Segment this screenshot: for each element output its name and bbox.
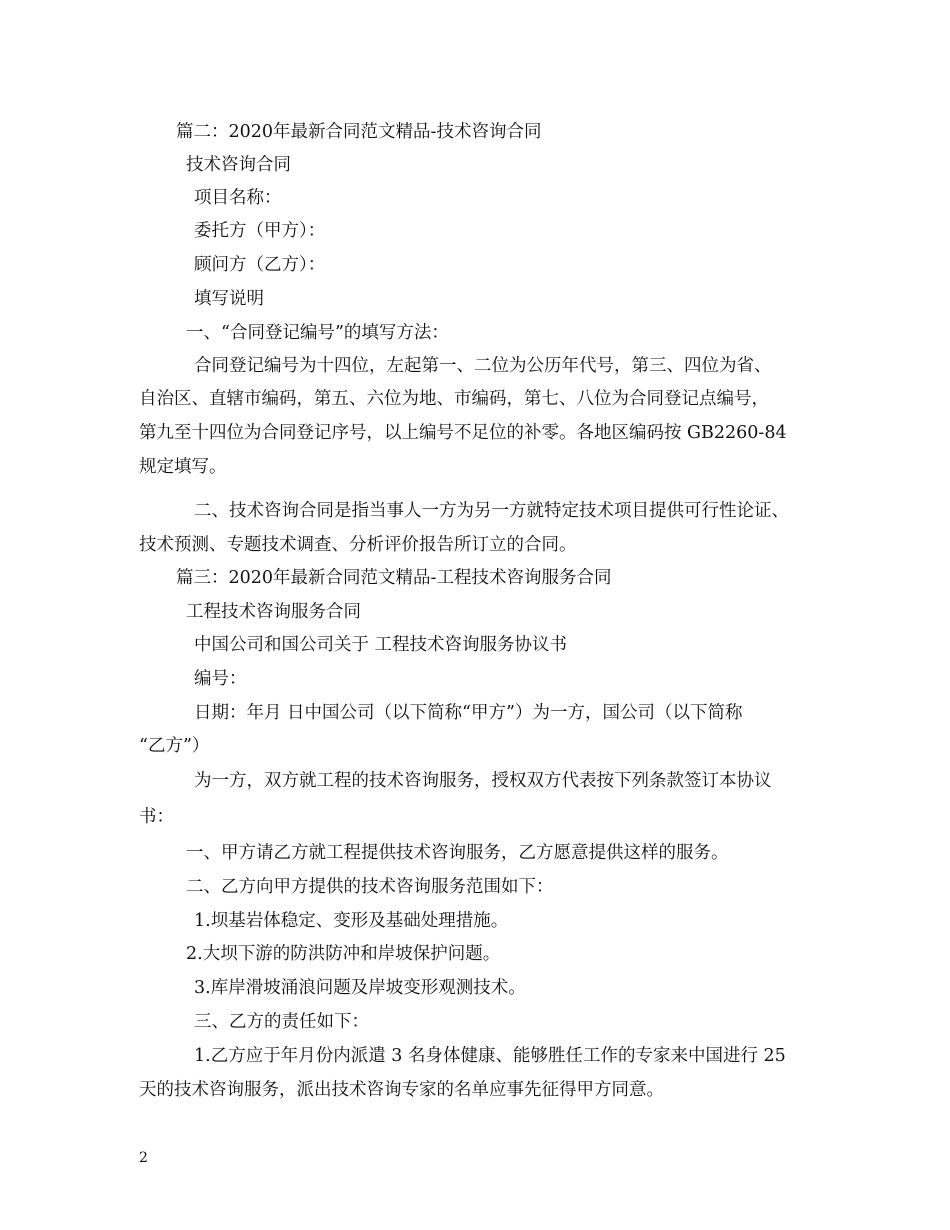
paragraph-line: 1.乙方应于年月份内派遣 3 名身体健康、能够胜任工作的专家来中国进行 25 bbox=[194, 1046, 786, 1066]
field-client: 委托方（甲方）： bbox=[194, 221, 326, 241]
instruction-one-title: 一、“合同登记编号”的填写方法： bbox=[186, 323, 449, 343]
paragraph-line: “乙方”） bbox=[139, 736, 210, 756]
paragraph-line: 日期：年月 日中国公司（以下简称“甲方”）为一方，国公司（以下简称 bbox=[194, 703, 743, 723]
list-item: 3.库岸滑坡涌浪问题及岸坡变形观测技术。 bbox=[194, 978, 526, 998]
list-item: 2.大坝下游的防洪防冲和岸坡保护问题。 bbox=[186, 944, 501, 964]
heading-part-three: 篇三：2020年最新合同范文精品-工程技术咨询服务合同 bbox=[176, 568, 612, 588]
paragraph-line: 技术预测、专题技术调查、分析评价报告所订立的合同。 bbox=[139, 535, 577, 555]
field-project-name: 项目名称： bbox=[194, 188, 282, 208]
paragraph-line: 天的技术咨询服务，派出技术咨询专家的名单应事先征得甲方同意。 bbox=[139, 1080, 664, 1100]
section-instructions: 填写说明 bbox=[194, 289, 264, 309]
field-consultant: 顾问方（乙方）： bbox=[194, 255, 326, 275]
clause-three: 三、乙方的责任如下： bbox=[194, 1012, 369, 1032]
agreement-title: 工程技术咨询服务合同 bbox=[186, 602, 361, 622]
paragraph-line: 书： bbox=[139, 807, 174, 827]
list-item: 1.坝基岩体稳定、变形及基础处理措施。 bbox=[194, 911, 509, 931]
paragraph-line: 第九至十四位为合同登记序号，以上编号不足位的补零。各地区编码按 GB2260-84 bbox=[139, 423, 787, 443]
contract-title: 技术咨询合同 bbox=[186, 155, 291, 175]
paragraph-line: 合同登记编号为十四位，左起第一、二位为公历年代号，第三、四位为省、 bbox=[194, 356, 772, 376]
clause-one: 一、甲方请乙方就工程提供技术咨询服务，乙方愿意提供这样的服务。 bbox=[186, 843, 729, 863]
paragraph-line: 自治区、直辖市编码，第五、六位为地、市编码，第七、八位为合同登记点编号， bbox=[139, 389, 769, 409]
paragraph-line: 规定填写。 bbox=[139, 457, 227, 477]
paragraph-line: 为一方，双方就工程的技术咨询服务，授权双方代表按下列条款签订本协议 bbox=[194, 771, 772, 791]
page-number: 2 bbox=[139, 1150, 148, 1166]
clause-two: 二、乙方向甲方提供的技术咨询服务范围如下： bbox=[186, 877, 554, 897]
field-number: 编号： bbox=[194, 669, 247, 689]
agreement-subtitle: 中国公司和国公司关于 工程技术咨询服务协议书 bbox=[194, 635, 568, 655]
heading-part-two: 篇二：2020年最新合同范文精品-技术咨询合同 bbox=[176, 122, 542, 142]
paragraph-line: 二、技术咨询合同是指当事人一方为另一方就特定技术项目提供可行性论证、 bbox=[194, 501, 789, 521]
